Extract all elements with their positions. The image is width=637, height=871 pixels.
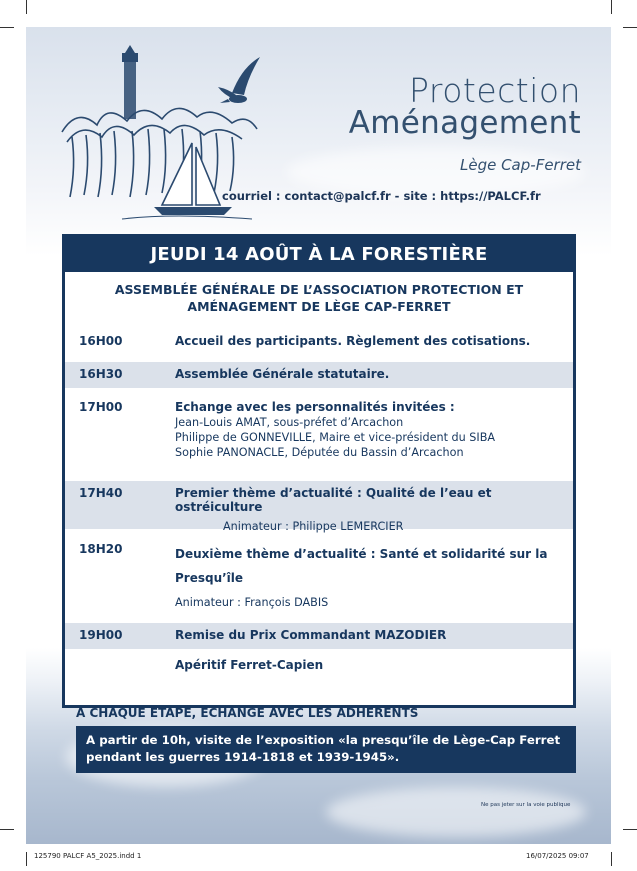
crop-mark <box>26 852 27 866</box>
row-title: Deuxième thème d’actualité : Santé et solidarité sur la <box>175 547 548 561</box>
flyer-page <box>26 27 611 844</box>
crop-mark <box>611 0 612 14</box>
title-protection: Protection <box>409 71 581 110</box>
subtitle-line: AMÉNAGEMENT DE LÈGE CAP-FERRET <box>187 299 451 314</box>
crop-mark <box>623 829 637 830</box>
row-title: Assemblée Générale statutaire. <box>175 367 390 381</box>
crop-mark <box>0 829 14 830</box>
row-time: 17H00 <box>79 400 123 414</box>
title-amenagement: Aménagement <box>348 105 581 141</box>
program-heading: JEUDI 14 AOÛT À LA FORESTIÈRE <box>65 237 573 272</box>
row-time: 18H20 <box>79 542 123 556</box>
recycling-note: Ne pas jeter sur la voie publique <box>481 802 571 808</box>
row-time: 19H00 <box>79 628 123 642</box>
program-row <box>65 658 573 682</box>
expo-line: A partir de 10h, visite de l’exposition «la presqu’île de Lège-Cap Ferret <box>86 733 561 747</box>
crop-mark <box>26 0 27 14</box>
program-row <box>65 362 573 388</box>
crop-mark <box>611 852 612 866</box>
program-row <box>65 400 573 472</box>
program-row <box>65 334 573 360</box>
program-subtitle <box>65 281 573 315</box>
exposition-banner <box>76 726 576 773</box>
program-row <box>65 623 573 649</box>
program-row <box>65 481 573 533</box>
row-title: Presqu’île <box>175 571 244 585</box>
row-time: 17H40 <box>79 486 123 500</box>
guest-line: Sophie PANONACLE, Députée du Bassin d’Arcachon <box>175 446 464 459</box>
expo-line: pendant les guerres 1914-1818 et 1939-1945». <box>86 750 400 764</box>
chaque-etape-heading: A CHAQUE ÉTAPE, ÉCHANGE AVEC LES ADHÉRENTS <box>76 706 419 720</box>
guest-line: Jean-Louis AMAT, sous-préfet d’Arcachon <box>175 416 404 429</box>
row-title: Accueil des participants. Règlement des cotisations. <box>175 334 531 348</box>
print-footer-file: 125790 PALCF A5_2025.indd 1 <box>34 852 142 860</box>
row-time: 16H30 <box>79 367 123 381</box>
guest-line: Philippe de GONNEVILLE, Maire et vice-président du SIBA <box>175 431 496 444</box>
row-time: 16H00 <box>79 334 123 348</box>
print-footer-date: 16/07/2025 09:07 <box>526 852 589 860</box>
contact-line: courriel : contact@palcf.fr - site : https://PALCF.fr <box>222 189 541 203</box>
row-animator: Animateur : François DABIS <box>175 596 329 609</box>
title-city: Lège Cap-Ferret <box>459 156 581 174</box>
row-title: Remise du Prix Commandant MAZODIER <box>175 628 447 642</box>
row-title: Apéritif Ferret-Capien <box>175 658 324 672</box>
subtitle-line: ASSEMBLÉE GÉNÉRALE DE L’ASSOCIATION PROTECTION ET <box>114 282 524 297</box>
crop-mark <box>623 27 637 28</box>
mist-decor <box>326 787 586 837</box>
row-title: Echange avec les personnalités invitées : <box>175 400 455 414</box>
row-title: Premier thème d’actualité : Qualité de l’eau et ostréiculture <box>175 486 492 514</box>
row-animator: Animateur : Philippe LEMERCIER <box>223 520 404 533</box>
program-row <box>65 542 573 620</box>
program-box <box>62 234 576 708</box>
crop-mark <box>0 27 14 28</box>
